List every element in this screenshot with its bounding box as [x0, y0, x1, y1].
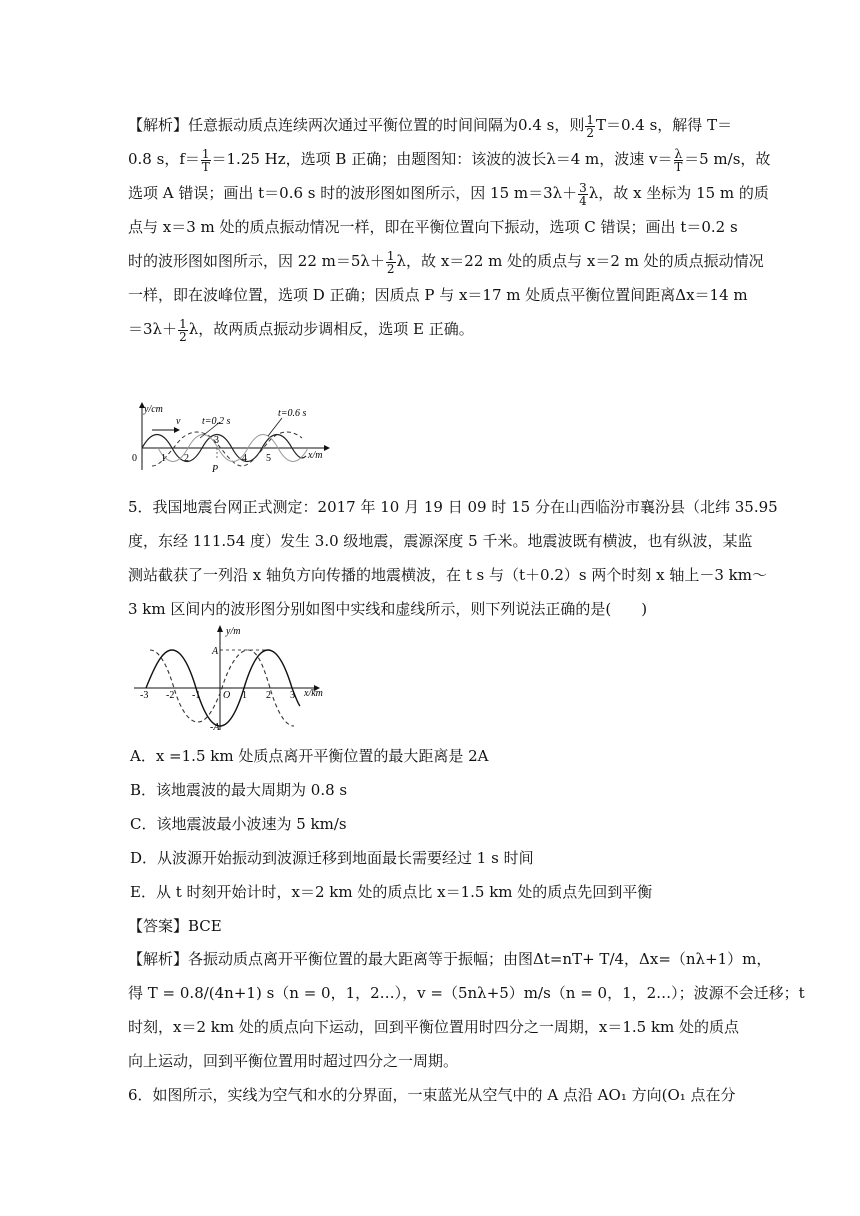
q5-line-2: 度，东经 111.54 度）发生 3.0 级地震，震源深度 5 千米。地震波既有横波，也有纵波，某监	[128, 532, 753, 550]
fraction	[201, 148, 211, 173]
neg-a-label: -A	[210, 722, 220, 733]
analysis1-line-5	[128, 244, 764, 278]
tick-1: 1	[242, 690, 247, 701]
origin-label: O	[223, 690, 231, 701]
analysis1-line-3	[128, 176, 769, 210]
tick-0: 0	[132, 453, 137, 464]
tick-2: 2	[184, 453, 189, 464]
fraction	[674, 148, 684, 173]
tick-4: 4	[242, 453, 247, 464]
fraction-denominator: 2	[386, 261, 395, 276]
y-label: y/m	[226, 626, 241, 637]
text-run: λ，故两质点振动步调相反，选项 E 正确。	[188, 320, 474, 338]
fraction-numerator: 3	[579, 180, 587, 195]
tick-3: 3	[214, 435, 219, 446]
option-a: A．x =1.5 km 处质点离开平衡位置的最大距离是 2A	[130, 747, 489, 765]
tick-5: 5	[266, 453, 271, 464]
option-e: E．从 t 时刻开始计时，x＝2 km 处的质点比 x＝1.5 km 处的质点先回到平衡	[130, 883, 653, 901]
option-d: D．从波源开始振动到波源迁移到地面最长需要经过 1 s 时间	[130, 849, 534, 867]
fraction-numerator: 1	[386, 248, 395, 263]
analysis-tag: 【解析】	[128, 116, 189, 134]
tick-1: 1	[161, 453, 166, 464]
fraction-numerator: 1	[201, 146, 210, 161]
q5-line-4: 3 km 区间内的波形图分别如图中实线和虚线所示，则下列说法正确的是( )	[128, 600, 648, 618]
analysis2-line-1: 【解析】各振动质点离开平衡位置的最大距离等于振幅；由图Δt=nT+ T/4，Δx=（nλ+1）m，	[128, 950, 772, 968]
analysis1-line-6: 一样，即在波峰位置，选项 D 正确；因质点 P 与 x＝17 m 处质点平衡位置间距离Δx＝14 m	[128, 286, 748, 304]
q6-line-1: 6．如图所示，实线为空气和水的分界面，一束蓝光从空气中的 A 点沿 AO₁ 方向(O₁ 点在分	[128, 1086, 736, 1104]
analysis2-line-3: 时刻，x＝2 km 处的质点向下运动，回到平衡位置用时四分之一周期，x＝1.5 km 处的质点	[128, 1018, 740, 1036]
velocity-arrowhead	[174, 427, 180, 433]
fraction	[585, 114, 595, 139]
analysis2-line-4: 向上运动，回到平衡位置用时超过四分之一周期。	[128, 1052, 459, 1070]
fraction-numerator: 1	[179, 316, 187, 331]
fraction-denominator: 2	[586, 125, 594, 140]
x-axis-arrow	[324, 445, 330, 451]
y-label: y/cm	[144, 404, 163, 415]
fraction-numerator: λ	[674, 146, 683, 161]
a-label: A	[212, 646, 219, 657]
analysis-paragraph-2	[128, 942, 805, 1078]
question-5	[128, 490, 778, 626]
analysis1-line-7	[128, 312, 734, 346]
t2-label: t=0.6 s	[278, 408, 307, 419]
analysis1-line-4: 点与 x＝3 m 处的质点振动情况一样，即在平衡位置向下振动，选项 C 错误；画出 t＝0.2 s	[128, 218, 738, 236]
fraction-denominator: 4	[579, 193, 587, 208]
fraction	[386, 250, 396, 275]
text-run: 选项 A 错误；画出 t＝0.6 s 时的波形图如图所示，因 15 m＝3λ＋	[128, 184, 578, 202]
text-run: λ，故 x 坐标为 15 m 的质	[588, 184, 769, 202]
fraction-denominator: 2	[179, 329, 187, 344]
tick-3: 3	[290, 690, 295, 701]
fraction-denominator: T	[201, 159, 210, 174]
text-run: 任意振动质点连续两次通过平衡位置的时间间隔为0.4 s，则	[188, 116, 585, 134]
y-axis-arrow	[217, 625, 223, 632]
x-label: x/km	[304, 688, 323, 699]
text-run: ＝1.25 Hz，选项 B 正确；由题图知：该波的波长λ＝4 m，波速 v＝	[211, 150, 673, 168]
text-run: 时的波形图如图所示，因 22 m＝5λ＋	[128, 252, 385, 270]
analysis-paragraph-1	[128, 108, 771, 346]
analysis1-line-2	[128, 142, 771, 176]
text-run: ＝5 m/s，故	[684, 150, 771, 168]
text-run: 0.8 s，f＝	[128, 150, 200, 168]
t2-pointer	[268, 418, 282, 436]
tick-neg1: -1	[192, 690, 201, 701]
wave-figure-2	[130, 622, 340, 734]
tick-neg3: -3	[140, 690, 149, 701]
fraction	[578, 182, 588, 207]
x-label: x/m	[308, 450, 323, 461]
text-run: ＝3λ＋	[128, 320, 178, 338]
fraction-denominator: T	[674, 159, 683, 174]
fraction	[178, 318, 188, 343]
analysis1-line-1	[128, 108, 734, 142]
tick-2: 2	[266, 690, 271, 701]
analysis2-line-2: 得 T = 0.8/(4n+1) s（n = 0，1，2…），v =（5nλ+5）m/s（n = 0，1，2…）；波源不会迁移；t	[128, 984, 805, 1002]
q5-line-3: 测站截获了一列沿 x 轴负方向传播的地震横波，在 t s 与（t＋0.2）s 两个时刻 x 轴上－3 km～	[128, 566, 767, 584]
text-run: T＝0.4 s，解得 T＝	[595, 116, 733, 134]
tick-neg2: -2	[166, 690, 175, 701]
velocity-label: v	[176, 416, 181, 427]
q5-line-1: 5．我国地震台网正式测定：2017 年 10 月 19 日 09 时 15 分在山西临汾市襄汾县（北纬 35.95	[128, 498, 778, 516]
option-b: B．该地震波的最大周期为 0.8 s	[130, 781, 348, 799]
text-run: λ，故 x＝22 m 处的质点与 x＝2 m 处的质点振动情况	[396, 252, 764, 270]
p-label: P	[212, 464, 219, 475]
wave-figure-1	[128, 400, 338, 478]
option-c: C．该地震波最小波速为 5 km/s	[130, 815, 347, 833]
answer-line: 【答案】BCE	[128, 917, 222, 935]
question-6	[128, 1078, 734, 1112]
fraction-numerator: 1	[586, 112, 594, 127]
t1-label: t=0.2 s	[202, 416, 231, 427]
